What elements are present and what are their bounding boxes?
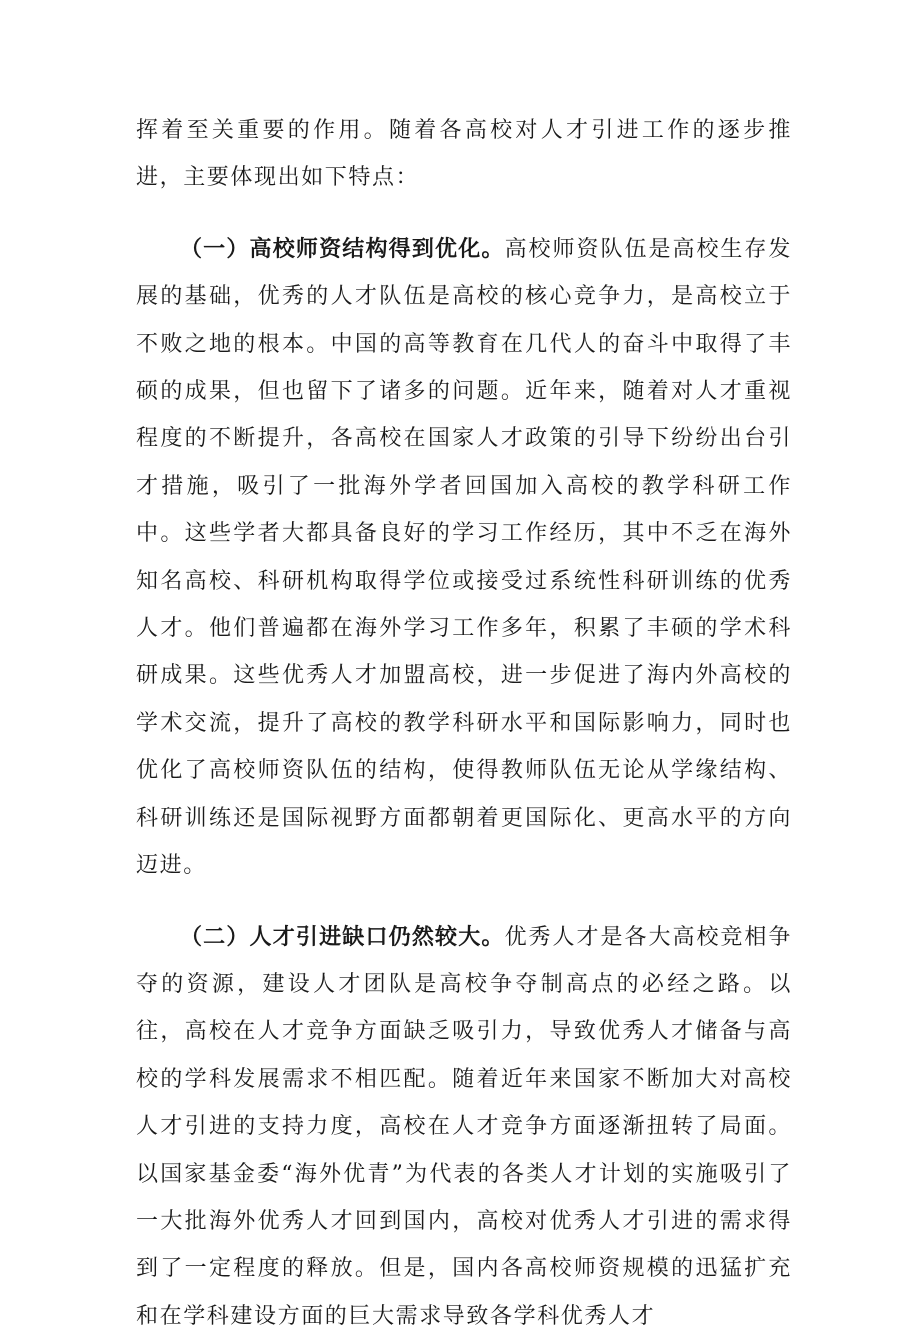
section-2-text: 优秀人才是各大高校竞相争夺的资源，建设人才团队是高校争夺制高点的必经之路。以往，高校在人才竞争方面缺乏吸引力，导致优秀人才储备与高校的学科发展需求不相匹配。随着近年来国家不断加大对高校人才引进的支持力度，高校在人才竞争方面逐渐扭转了局面。以国家基金委“海外优青”为代表的各类人才计划的实施吸引了一大批海外优秀人才回到国内，高校对优秀人才引进的需求得到了一定程度的释放。但是，国内各高校师资规模的迅猛扩充和在学科建设方面的巨大需求导致各学科优秀人才	[136, 925, 792, 1329]
section-2-heading: （二）人才引进缺口仍然较大。	[180, 925, 505, 950]
paragraph-section-1	[136, 226, 792, 890]
paragraph-intro	[136, 107, 792, 202]
paragraph-intro-text: 挥着至关重要的作用。随着各高校对人才引进工作的逐步推进，主要体现出如下特点：	[136, 118, 792, 190]
section-1-text: 高校师资队伍是高校生存发展的基础，优秀的人才队伍是高校的核心竞争力，是高校立于不败之地的根本。中国的高等教育在几代人的奋斗中取得了丰硕的成果，但也留下了诸多的问题。近年来，随着对人才重视程度的不断提升，各高校在国家人才政策的引导下纷纷出台引才措施，吸引了一批海外学者回国加入高校的教学科研工作中。这些学者大都具备良好的学习工作经历，其中不乏在海外知名高校、科研机构取得学位或接受过系统性科研训练的优秀人才。他们普遍都在海外学习工作多年，积累了丰硕的学术科研成果。这些优秀人才加盟高校，进一步促进了海内外高校的学术交流，提升了高校的教学科研水平和国际影响力，同时也优化了高校师资队伍的结构，使得教师队伍无论从学缘结构、科研训练还是国际视野方面都朝着更国际化、更高水平的方向迈进。	[136, 237, 792, 878]
document-body	[136, 107, 792, 1340]
paragraph-section-2	[136, 914, 792, 1340]
section-1-heading: （一）高校师资结构得到优化。	[180, 237, 505, 262]
